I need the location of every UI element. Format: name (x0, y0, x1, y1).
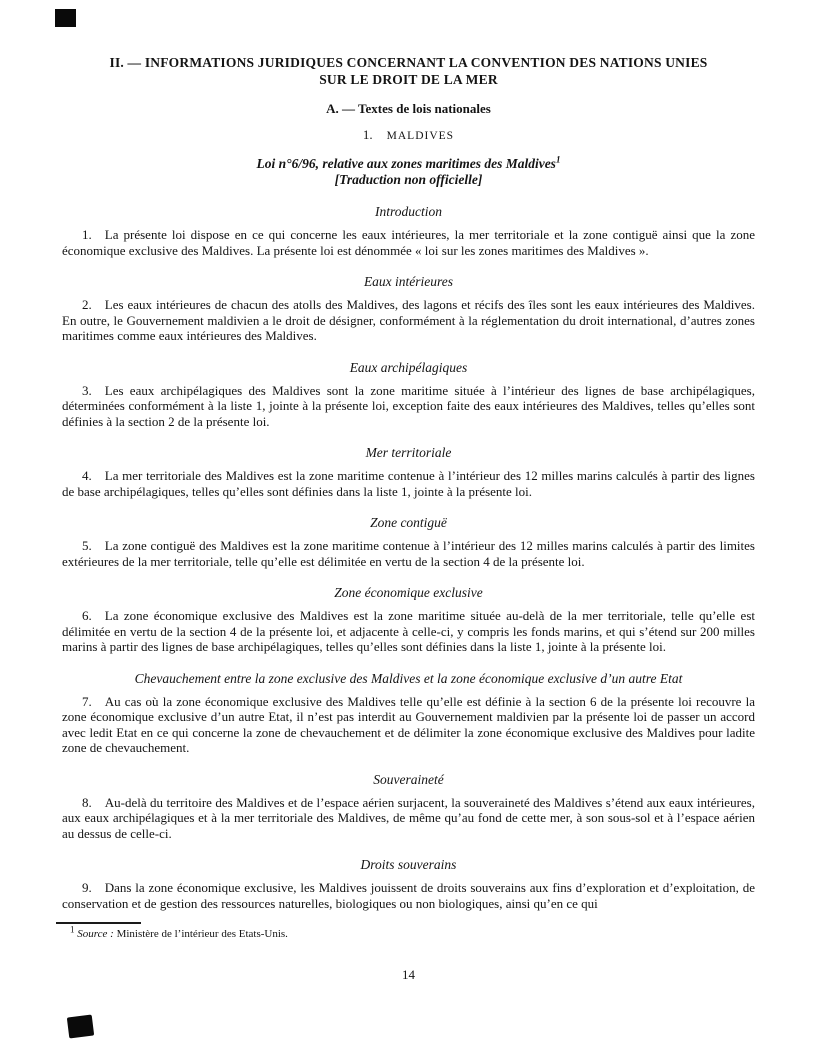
paragraph (62, 608, 755, 655)
section-heading: Zone contiguë (370, 515, 447, 530)
paragraph-text: La mer territoriale des Maldives est la zone maritime contenue à l’intérieur des 12 milles marins calculés à partir des lignes de base archipélagiques, telles qu’elles sont définies dans la liste 1, jointe à la présente loi. (62, 468, 755, 499)
paragraph (62, 694, 755, 756)
section-heading: Souveraineté (373, 771, 444, 787)
law-subtitle: [Traduction non officielle] (334, 172, 483, 187)
paragraph-number: 1. (82, 227, 92, 242)
subsection-heading: A. — Textes de lois nationales (326, 101, 491, 116)
paragraph-number: 7. (82, 693, 92, 709)
section-chevauchement (62, 671, 755, 756)
paragraph (62, 880, 755, 911)
section-mer-territoriale (62, 445, 755, 499)
paragraph-number: 2. (82, 297, 92, 312)
paragraph-number: 9. (82, 880, 92, 895)
paragraph (62, 795, 755, 842)
paragraph (62, 468, 755, 499)
footnote-rule (56, 922, 141, 924)
footnote-marker: 1 (70, 923, 75, 934)
section-heading: Introduction (375, 204, 442, 219)
paragraph-text: La zone contiguë des Maldives est la zone maritime contenue à l’intérieur des 12 milles marins calculés à partir des limites extérieures de la mer territoriale, telle qu’elle est délimitée en vertu de la section 4 de la présente loi. (62, 538, 755, 569)
section-introduction (62, 204, 755, 258)
section-droits-souverains (62, 857, 755, 911)
document-title-line2: SUR LE DROIT DE LA MER (319, 72, 498, 87)
paragraph-number: 3. (82, 382, 92, 398)
section-heading: Chevauchement entre la zone exclusive des Maldives et la zone économique exclusive d’un autre Etat (134, 670, 683, 686)
scan-artifact-bottom (67, 1015, 94, 1039)
law-title-text: Loi n°6/96, relative aux zones maritimes des Maldives (256, 156, 556, 171)
footnote-source-label: Source : (77, 927, 114, 940)
section-eaux-interieures (62, 274, 755, 344)
country-number: 1. (362, 127, 373, 142)
paragraph-number: 6. (82, 608, 92, 623)
paragraph (62, 538, 755, 569)
paragraph-text: Au-delà du territoire des Maldives et de l’espace aérien surjacent, la souveraineté des Maldives s’étend aux eaux intérieures, aux eaux archipélagiques et à la mer territoriale des Maldives, de même qu’au fond de cette mer, à son sous-sol et à l’espace aérien au dessus de celle-ci. (62, 794, 755, 841)
paragraph-text: Au cas où la zone économique exclusive des Maldives telle qu’elle est définie à la section 6 de la présente loi recouvre la zone économique exclusive d’un autre Etat, il n’est pas interdit au Gouvernement maldivien par la présente loi de passer un accord avec ledit Etat en ce qui concerne la zone de chevauchement et de délimiter la zone économique exclusive des Maldives pour ladite zone de chevauchement. (62, 693, 755, 755)
law-footnote-ref: 1 (555, 154, 561, 165)
section-heading: Zone économique exclusive (334, 585, 483, 600)
footnote (62, 923, 755, 941)
paragraph-text: La zone économique exclusive des Maldives est la zone maritime située au-delà de la mer territoriale, telle qu’elle est délimitée en vertu de la section 4 de la présente loi, et adjacente à celle-ci, y compris les fonds marins, et qui s’étend sur 200 milles marins à partir des lignes de base archipélagiques, telles qu’elles sont définies dans la liste 1, jointe à la présente loi. (62, 608, 755, 654)
document-title-line1: II. — INFORMATIONS JURIDIQUES CONCERNANT LA CONVENTION DES NATIONS UNIES (109, 55, 708, 70)
paragraph (62, 297, 755, 344)
page-number: 14 (402, 966, 415, 982)
paragraph-text: Les eaux archipélagiques des Maldives sont la zone maritime située à l’intérieur des lignes de base archipélagiques, déterminées conformément à la liste 1, jointe à la présente loi, exception faite des eaux intérieures des Maldives, telles qu’elles sont définies à la section 2 de la présente loi. (62, 382, 755, 429)
section-eaux-archipelagiques (62, 360, 755, 430)
paragraph-text: Les eaux intérieures de chacun des atolls des Maldives, des lagons et récifs des îles sont les eaux intérieures des Maldives. En outre, le Gouvernement maldivien a le droit de désigner, conformément à la réglementation du droit international, d’autres zones maritimes comme eaux intérieures des Maldives. (62, 297, 755, 343)
section-heading: Eaux intérieures (363, 274, 454, 289)
country-name: MALDIVES (386, 130, 455, 142)
footnote-text: Ministère de l’intérieur des Etats-Unis. (116, 927, 288, 940)
scan-artifact-top (55, 9, 76, 27)
paragraph (62, 227, 755, 258)
paragraph-number: 5. (82, 538, 92, 553)
law-title (62, 156, 755, 172)
country-heading (62, 127, 755, 144)
section-heading: Droits souverains (360, 857, 457, 872)
paragraph-text: Dans la zone économique exclusive, les Maldives jouissent de droits souverains aux fins d’exploration et d’exploitation, de conservation et de gestion des ressources naturelles, biologiques ou non biologiques, ainsi qu’en ce qui (62, 880, 755, 911)
section-souverainete (62, 772, 755, 842)
paragraph-number: 4. (82, 468, 92, 483)
section-heading: Mer territoriale (365, 445, 452, 460)
paragraph (62, 383, 755, 430)
paragraph-number: 8. (82, 794, 92, 810)
section-zone-contigue (62, 515, 755, 569)
document-title (62, 54, 755, 88)
section-heading: Eaux archipélagiques (349, 359, 468, 375)
section-zee (62, 585, 755, 655)
paragraph-text: La présente loi dispose en ce qui concerne les eaux intérieures, la mer territoriale et la zone contiguë ainsi que la zone économique exclusive des Maldives. La présente loi est dénommée « loi sur les zones maritimes des Maldives ». (62, 227, 755, 258)
